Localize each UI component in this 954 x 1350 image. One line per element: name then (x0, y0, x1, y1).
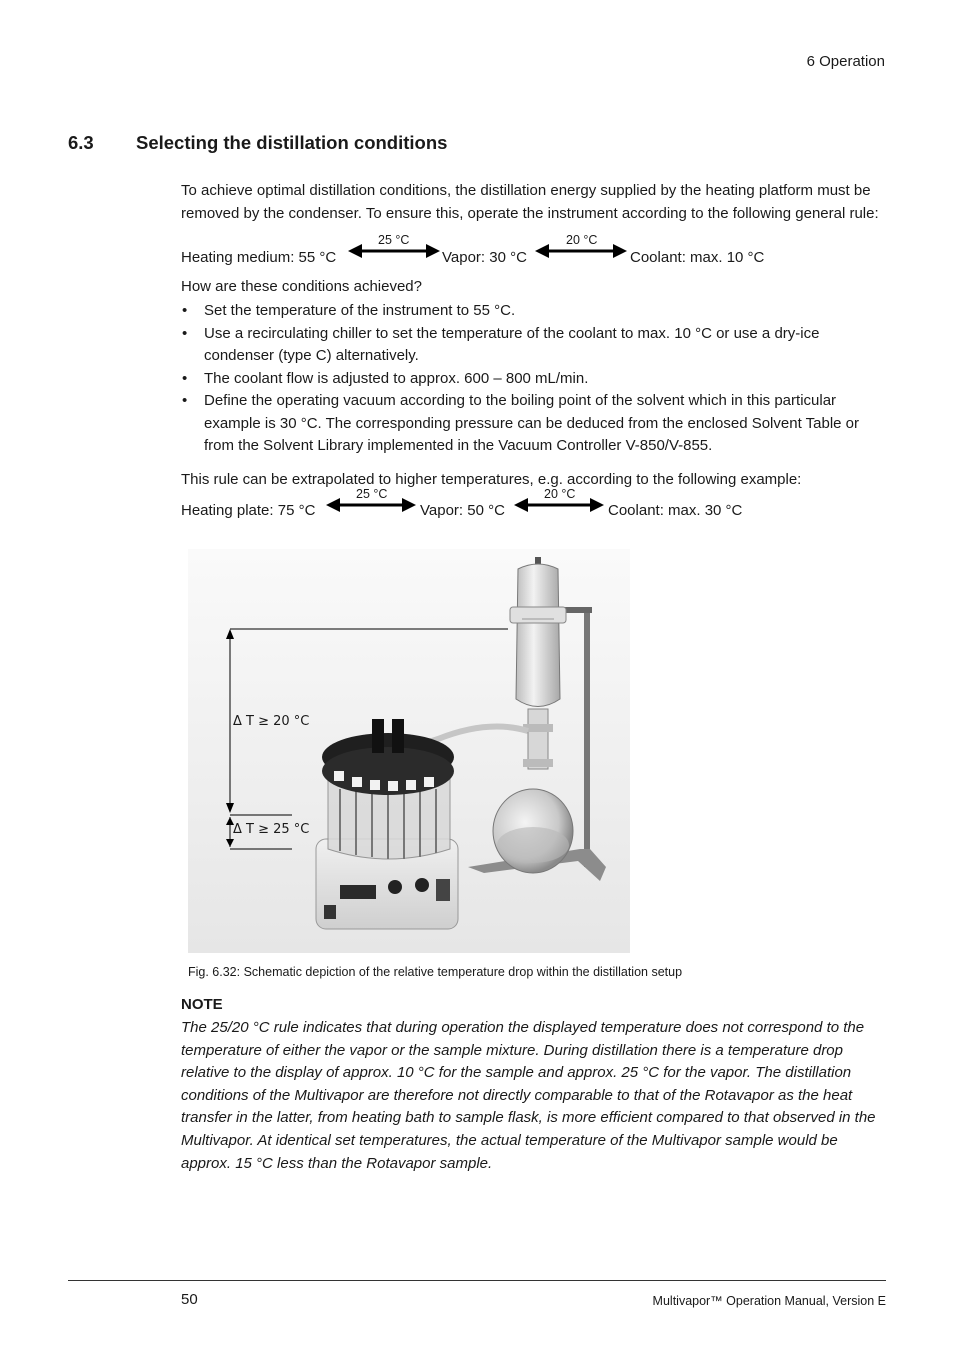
footer-document-title: Multivapor™ Operation Manual, Version E (652, 1294, 886, 1308)
rule2-arrow2-label: 20 °C (544, 487, 576, 501)
rule1-heating: Heating medium: 55 °C (181, 249, 337, 266)
note-heading: NOTE (181, 996, 223, 1013)
double-arrow-icon (535, 244, 627, 258)
double-arrow-icon (326, 498, 416, 512)
rule1-arrow1-label: 25 °C (378, 233, 410, 247)
double-arrow-icon (514, 498, 604, 512)
intro-paragraph: To achieve optimal distillation conditions, the distillation energy supplied by the heating platform must be removed by the condenser. To ensure this, operate the instrument according to the following general rule: (181, 182, 879, 222)
rule2-heating: Heating plate: 75 °C (181, 502, 316, 519)
section-heading (68, 132, 447, 154)
delta-t-upper-label: Δ T ≥ 20 °C (233, 714, 310, 729)
list-item: • Use a recirculating chiller to set the temperature of the coolant to max. 10 °C or use a dry-ice condenser (type C) alternatively. (181, 323, 891, 368)
bullet-list (181, 300, 891, 458)
temperature-drop-annotation (226, 625, 516, 855)
footer-divider (68, 1280, 886, 1281)
note-text: The 25/20 °C rule indicates that during operation the displayed temperature does not correspond to the temperature of either the vapor or the sample mixture. During distillation there is a temperature drop relative to the display of approx. 10 °C for the sample and approx. 25 °C for the vapor. The distillation conditions of the Multivapor are therefore not directly comparable to that of the Rotavapor as the heat transfer in the latter, from heating bath to sample flask, is more efficient compared to that observed in the Multivapor. At identical set temperatures, the actual temperature of the Multivapor sample would be approx. 15 °C less than the Rotavapor sample. (181, 1019, 876, 1172)
rule2-vapor: Vapor: 50 °C (420, 502, 505, 519)
section-title: Selecting the distillation conditions (136, 132, 448, 153)
list-item: • The coolant flow is adjusted to approx. 600 – 800 mL/min. (181, 368, 891, 391)
list-item: • Set the temperature of the instrument to 55 °C. (181, 300, 891, 323)
rule1-vapor: Vapor: 30 °C (442, 249, 527, 266)
rule1-arrow2-label: 20 °C (566, 233, 598, 247)
double-arrow-icon (348, 244, 440, 258)
list-item: • Define the operating vacuum according to the boiling point of the solvent which in this particular example is 30 °C. The corresponding pressure can be deduced from the enclosed Solvent Table or from the Solvent Library implemented in the Vacuum Controller V-850/V-855. (181, 390, 891, 458)
delta-t-lower-label: Δ T ≥ 25 °C (233, 822, 310, 837)
rule1-coolant: Coolant: max. 10 °C (630, 249, 765, 266)
section-number: 6.3 (68, 132, 94, 153)
running-header: 6 Operation (806, 53, 885, 70)
page-number: 50 (181, 1291, 198, 1308)
figure-caption: Fig. 6.32: Schematic depiction of the relative temperature drop within the distillation setup (188, 965, 683, 979)
extrapolate-text: This rule can be extrapolated to higher temperatures, e.g. according to the following example: (181, 471, 802, 488)
rule2-arrow1-label: 25 °C (356, 487, 388, 501)
question-text: How are these conditions achieved? (181, 278, 422, 295)
rule2-coolant: Coolant: max. 30 °C (608, 502, 743, 519)
